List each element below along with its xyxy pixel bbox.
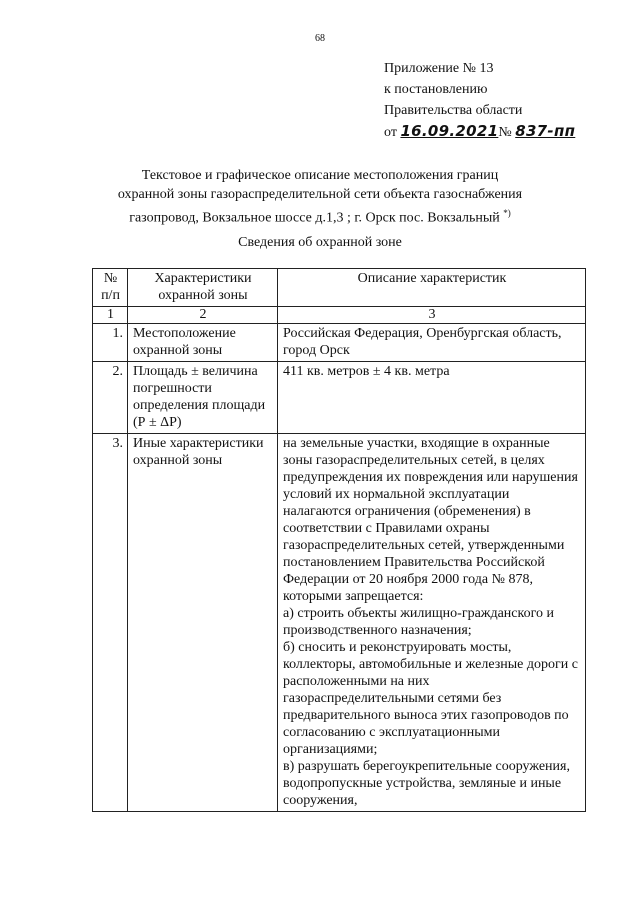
table-header-row	[93, 269, 586, 307]
restriction-item-b: б) сносить и реконструировать мосты, коллекторы, автомобильные и железные дороги с расположенными на них газораспределительными сетями без предварительного выноса этих газопроводов по согласованию с эксплуатационными организациями;	[283, 640, 578, 757]
handwritten-date: 16.09.2021	[400, 122, 499, 140]
number-prefix: №	[498, 125, 512, 140]
page-number: 68	[315, 33, 325, 44]
title-line-3-text: газопровод, Вокзальное шоссе д.1,3 ; г. Орск пос. Вокзальный	[129, 210, 500, 226]
row-description	[278, 434, 586, 812]
header-num: № п/п	[93, 269, 128, 307]
header-description: Описание характеристик	[278, 269, 586, 307]
row-description: 411 кв. метров ± 4 кв. метра	[278, 362, 586, 434]
table-row	[93, 362, 586, 434]
appendix-line-2: к постановлению	[384, 82, 488, 97]
restrictions-intro: на земельные участки, входящие в охранные зоны газораспределительных сетей, в целях предупреждения их повреждения или нарушения условий их нормальной эксплуатации налагаются ограничения (обременения) в соответствии с Правилами охраны газораспределительных сетей, утвержденными постановлением Правительства Российской Федерации от 20 ноября 2000 года № 878, которыми запрещается:	[283, 436, 578, 604]
appendix-block	[384, 58, 575, 143]
document-title	[0, 166, 640, 228]
appendix-line-1: Приложение № 13	[384, 61, 494, 76]
row-description: Российская Федерация, Оренбургская область, город Орск	[278, 324, 586, 362]
restriction-item-c: в) разрушать берегоукрепительные сооружения, водопропускные устройства, земляные и иные сооружения,	[283, 759, 570, 808]
zone-info-table	[92, 268, 586, 812]
section-title: Сведения об охранной зоне	[238, 235, 402, 250]
index-cell: 3	[278, 307, 586, 324]
index-cell: 1	[93, 307, 128, 324]
title-line-2: охранной зоны газораспределительной сети объекта газоснабжения	[117, 187, 523, 202]
handwritten-number: 837-пп	[515, 122, 576, 140]
row-number: 3.	[93, 434, 128, 812]
title-line-1: Текстовое и графическое описание местоположения границ	[141, 168, 499, 183]
table-row	[93, 434, 586, 812]
footnote-mark: *)	[503, 208, 511, 218]
title-line-3	[0, 204, 640, 228]
row-characteristic: Площадь ± величина погрешности определения площади (Р ± ΔР)	[128, 362, 278, 434]
table-index-row	[93, 307, 586, 324]
row-characteristic: Местоположение охранной зоны	[128, 324, 278, 362]
appendix-line-3: Правительства области	[384, 103, 523, 118]
row-number: 2.	[93, 362, 128, 434]
appendix-date-line	[384, 121, 575, 143]
index-cell: 2	[128, 307, 278, 324]
header-characteristic: Характеристики охранной зоны	[128, 269, 278, 307]
row-number: 1.	[93, 324, 128, 362]
date-prefix: от	[384, 125, 397, 140]
restriction-item-a: а) строить объекты жилищно-гражданского и производственного назначения;	[283, 606, 554, 638]
table-row	[93, 324, 586, 362]
row-characteristic: Иные характеристики охранной зоны	[128, 434, 278, 812]
